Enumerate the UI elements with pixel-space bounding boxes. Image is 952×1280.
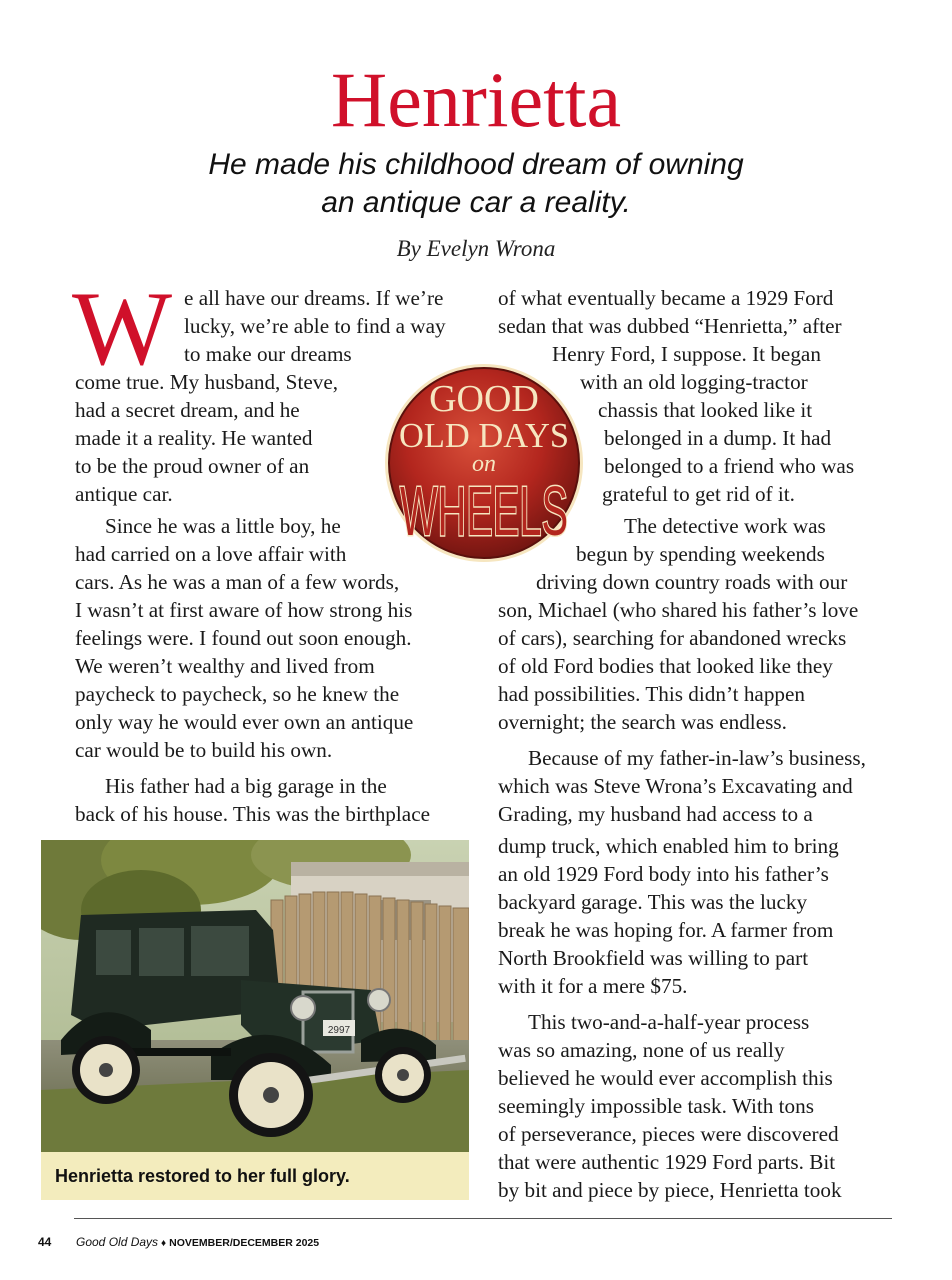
- body-line: Grading, my husband had access to a: [498, 802, 813, 826]
- body-line: back of his house. This was the birthplace: [75, 802, 431, 826]
- body-line: Henry Ford, I suppose. It began: [552, 342, 821, 366]
- body-line: of perseverance, pieces were discovered: [498, 1122, 839, 1146]
- logo-line: GOOD: [429, 378, 539, 420]
- body-line: The detective work was: [624, 514, 826, 538]
- caption-box: [41, 1152, 469, 1200]
- body-line: sedan that was dubbed “Henrietta,” after: [498, 314, 842, 338]
- body-line: with it for a mere $75.: [498, 974, 688, 998]
- body-line: feelings were. I found out soon enough.: [75, 626, 412, 650]
- body-line: paycheck to paycheck, so he knew the: [75, 682, 400, 706]
- logo-line: OLD DAYS: [399, 416, 569, 455]
- deck-line: an antique car a reality.: [321, 186, 631, 219]
- body-line: break he was hoping for. A farmer from: [498, 918, 834, 942]
- body-line: son, Michael (who shared his father’s love: [498, 598, 859, 622]
- magazine-name: Good Old Days: [76, 1235, 159, 1249]
- body-line: e all have our dreams. If we’re: [184, 286, 444, 310]
- footer-rule: [74, 1218, 892, 1219]
- body-line: of cars), searching for abandoned wrecks: [498, 626, 847, 650]
- body-line: overnight; the search was endless.: [498, 710, 787, 734]
- body-line: This two-and-a-half-year process: [528, 1010, 810, 1034]
- body-line: to make our dreams: [184, 342, 352, 366]
- body-line: an old 1929 Ford body into his father’s: [498, 862, 829, 886]
- body-line: to be the proud owner of an: [75, 454, 310, 478]
- body-line: We weren’t wealthy and lived from: [75, 654, 375, 678]
- body-line: only way he would ever own an antique: [75, 710, 414, 734]
- body-line: by bit and piece by piece, Henrietta took: [498, 1178, 842, 1202]
- body-line: begun by spending weekends: [576, 542, 825, 566]
- good-old-days-on-wheels-logo: [379, 363, 589, 563]
- page-number: 44: [38, 1235, 52, 1249]
- body-line: which was Steve Wrona’s Excavating and: [498, 774, 853, 798]
- body-line: had possibilities. This didn’t happen: [498, 682, 806, 706]
- body-line: I wasn’t at first aware of how strong his: [75, 598, 413, 622]
- body-line: belonged to a friend who was: [604, 454, 855, 478]
- footer-magazine: [76, 1234, 319, 1252]
- body-line: lucky, we’re able to find a way: [184, 314, 446, 338]
- body-line: car would be to build his own.: [75, 738, 333, 762]
- body-line: come true. My husband, Steve,: [75, 370, 339, 394]
- body-line: believed he would ever accomplish this: [498, 1066, 833, 1090]
- body-line: of what eventually became a 1929 Ford: [498, 286, 834, 310]
- article-deck: [0, 146, 952, 222]
- body-line: that were authentic 1929 Ford parts. Bit: [498, 1150, 836, 1174]
- body-line: dump truck, which enabled him to bring: [498, 834, 839, 858]
- body-line: antique car.: [75, 482, 173, 506]
- body-line: driving down country roads with our: [536, 570, 848, 594]
- body-line: seemingly impossible task. With tons: [498, 1094, 814, 1118]
- drop-cap: W: [72, 270, 173, 387]
- body-line: Because of my father-in-law’s business,: [528, 746, 866, 770]
- byline: By Evelyn Wrona: [396, 236, 556, 261]
- deck-line: He made his childhood dream of owning: [208, 148, 744, 181]
- article-title: Henrietta: [330, 56, 622, 143]
- body-line: North Brookfield was willing to part: [498, 946, 809, 970]
- logo-line: WHEELS: [400, 472, 568, 550]
- body-line: backyard garage. This was the lucky: [498, 890, 808, 914]
- body-line: His father had a big garage in the: [105, 774, 387, 798]
- photo-caption: Henrietta restored to her full glory.: [55, 1166, 350, 1186]
- body-line: grateful to get rid of it.: [602, 482, 795, 506]
- body-line: of old Ford bodies that looked like they: [498, 654, 833, 678]
- body-line: made it a reality. He wanted: [75, 426, 313, 450]
- body-line: with an old logging-tractor: [580, 370, 808, 394]
- license-plate: 2997: [327, 1025, 351, 1036]
- body-line: chassis that looked like it: [598, 398, 813, 422]
- body-line: Since he was a little boy, he: [105, 514, 341, 538]
- issue-date: NOVEMBER/DECEMBER 2025: [169, 1237, 320, 1249]
- logo-line: on: [472, 451, 496, 477]
- body-line: cars. As he was a man of a few words,: [75, 570, 400, 594]
- car-photo: [41, 840, 469, 1152]
- body-line: had a secret dream, and he: [75, 398, 300, 422]
- body-line: was so amazing, none of us really: [498, 1038, 785, 1062]
- body-line: had carried on a love affair with: [75, 542, 347, 566]
- diamond-icon: ♦: [161, 1238, 167, 1249]
- body-line: belonged in a dump. It had: [604, 426, 832, 450]
